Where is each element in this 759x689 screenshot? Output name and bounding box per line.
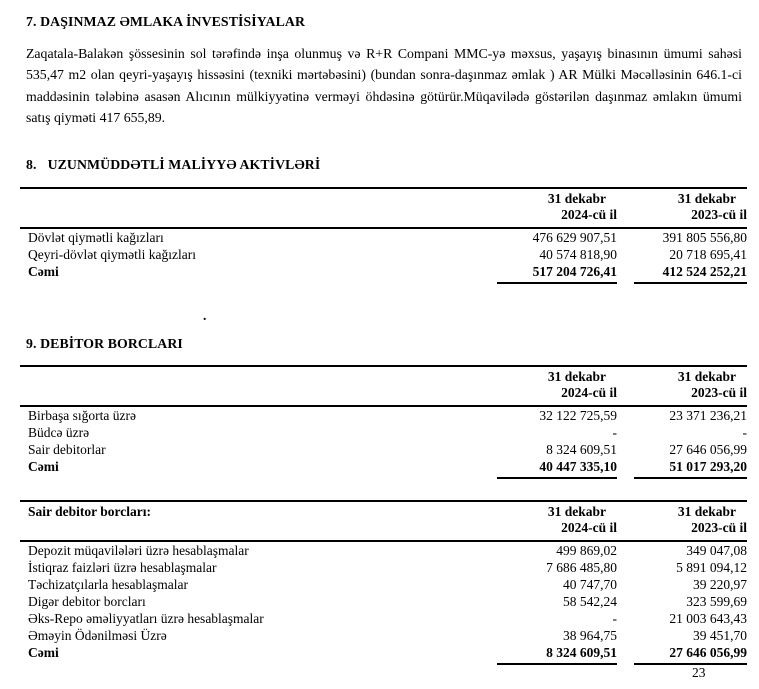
- value-2024: 58 542,24: [563, 593, 617, 609]
- column-header-line: 2023-cü il: [691, 207, 747, 223]
- section-7-paragraph: Zaqatala-Balakən şössesinin sol tərəfində inşa olunmuş və R+R Compani MMC-yə məxsus, yaşayış binasının ümumi sahəsi 535,47 m2 olan qeyri-yaşayış hissəsini (texniki mərtəbəsini) (bundan sonra-daşınmaz əmlak ) AR Mülki Məcəlləsinin 646.1-ci maddəsinin tələbinə asasən Alıcının mülkiyyətinə verməyi öhdəsinə götürür.Müqavilədə göstərilən daşınmaz əmlakın ümumi satış qiyməti 417 655,89.: [26, 46, 742, 126]
- row-label: Dövlət qiymətli kağızları: [28, 229, 164, 245]
- row-label: Qeyri-dövlət qiymətli kağızları: [28, 246, 196, 262]
- value-2023: 27 646 056,99: [669, 441, 747, 457]
- column-header-line: 31 dekabr: [677, 190, 736, 206]
- total-2023: 51 017 293,20: [634, 458, 747, 479]
- debtor-receivables-table: [20, 365, 747, 479]
- value-2024: -: [612, 610, 617, 626]
- value-2023: 20 718 695,41: [669, 246, 747, 262]
- column-header-line: 2024-cü il: [561, 385, 617, 401]
- table-row: [20, 407, 747, 424]
- value-2023: 39 451,70: [693, 627, 747, 643]
- value-2024: 8 324 609,51: [546, 441, 617, 457]
- total-2023: 27 646 056,99: [634, 644, 747, 665]
- total-2023: 412 524 252,21: [634, 263, 747, 284]
- table-total-row: [20, 458, 747, 479]
- value-2024: 499 869,02: [556, 542, 617, 558]
- table-title: Sair debitor borcları:: [28, 503, 151, 519]
- row-label: Depozit müqavilələri üzrə hesablaşmalar: [28, 542, 249, 558]
- column-header-2023: [634, 504, 747, 537]
- table-total-row: [20, 263, 747, 284]
- total-label: Cəmi: [28, 263, 59, 279]
- table-row: [20, 610, 747, 627]
- long-term-financial-assets-table: [20, 187, 747, 284]
- table-header: [20, 502, 747, 542]
- section-8-number: 8.: [26, 156, 37, 172]
- table-row: [20, 246, 747, 263]
- section-9-heading: 9. DEBİTOR BORCLARI: [26, 335, 183, 351]
- column-header-line: 31 dekabr: [547, 368, 606, 384]
- value-2024: 32 122 725,59: [539, 407, 617, 423]
- table-row: [20, 441, 747, 458]
- column-header-line: 31 dekabr: [677, 368, 736, 384]
- value-2024: 476 629 907,51: [532, 229, 617, 245]
- table-row: [20, 627, 747, 644]
- row-label: İstiqraz faizləri üzrə hesablaşmalar: [28, 559, 217, 575]
- table-row: [20, 593, 747, 610]
- table-row: [20, 424, 747, 441]
- column-header-2024: [497, 191, 617, 224]
- table-row: [20, 229, 747, 246]
- section-7-heading: 7. DAŞINMAZ ƏMLAKA İNVESTİSİYALAR: [26, 14, 306, 29]
- column-header-line: 2023-cü il: [691, 385, 747, 401]
- table-header: [20, 189, 747, 229]
- value-2024: -: [612, 424, 617, 440]
- stray-period: .: [203, 307, 207, 323]
- row-label: Əməyin Ödənilməsi Üzrə: [28, 627, 167, 643]
- total-label: Cəmi: [28, 458, 59, 474]
- column-header-2023: [634, 191, 747, 224]
- column-header-line: 31 dekabr: [677, 503, 736, 519]
- column-header-line: 2023-cü il: [691, 520, 747, 536]
- column-header-line: 2024-cü il: [561, 207, 617, 223]
- value-2023: 391 805 556,80: [662, 229, 747, 245]
- value-2023: 21 003 643,43: [669, 610, 747, 626]
- total-2024: 8 324 609,51: [497, 644, 617, 665]
- total-2024: 40 447 335,10: [497, 458, 617, 479]
- column-header-line: 2024-cü il: [561, 520, 617, 536]
- column-header-line: 31 dekabr: [547, 503, 606, 519]
- row-label: Əks-Repo əməliyyatları üzrə hesablaşmalar: [28, 610, 264, 626]
- other-debtors-table: [20, 500, 747, 665]
- row-label: Sair debitorlar: [28, 441, 106, 457]
- column-header-2024: [497, 369, 617, 402]
- header-label-empty: [20, 191, 497, 224]
- header-label-empty: [20, 369, 497, 402]
- total-2024: 517 204 726,41: [497, 263, 617, 284]
- table-header: [20, 367, 747, 407]
- row-label: Birbaşa sığorta üzrə: [28, 407, 136, 423]
- value-2024: 40 747,70: [563, 576, 617, 592]
- value-2023: 349 047,08: [686, 542, 747, 558]
- row-label: Büdcə üzrə: [28, 424, 90, 440]
- row-label: Təchizatçılarla hesablaşmalar: [28, 576, 189, 592]
- table-row: [20, 576, 747, 593]
- page-content: [20, 14, 747, 665]
- column-header-2024: [497, 504, 617, 537]
- table-row: [20, 559, 747, 576]
- total-label: Cəmi: [28, 644, 59, 660]
- value-2024: 40 574 818,90: [539, 246, 617, 262]
- section-8-title: UZUNMÜDDƏTLİ MALİYYƏ AKTİVLƏRİ: [47, 156, 321, 172]
- table-row: [20, 542, 747, 559]
- page-number: 23: [692, 665, 706, 680]
- value-2023: 23 371 236,21: [669, 407, 747, 423]
- value-2024: 7 686 485,80: [546, 559, 617, 575]
- section-8-heading: [26, 157, 747, 173]
- table-total-row: [20, 644, 747, 665]
- column-header-line: 31 dekabr: [547, 190, 606, 206]
- value-2023: 5 891 094,12: [676, 559, 747, 575]
- value-2023: 323 599,69: [686, 593, 747, 609]
- column-header-2023: [634, 369, 747, 402]
- value-2024: 38 964,75: [563, 627, 617, 643]
- row-label: Digər debitor borcları: [28, 593, 146, 609]
- value-2023: -: [742, 424, 747, 440]
- value-2023: 39 220,97: [693, 576, 747, 592]
